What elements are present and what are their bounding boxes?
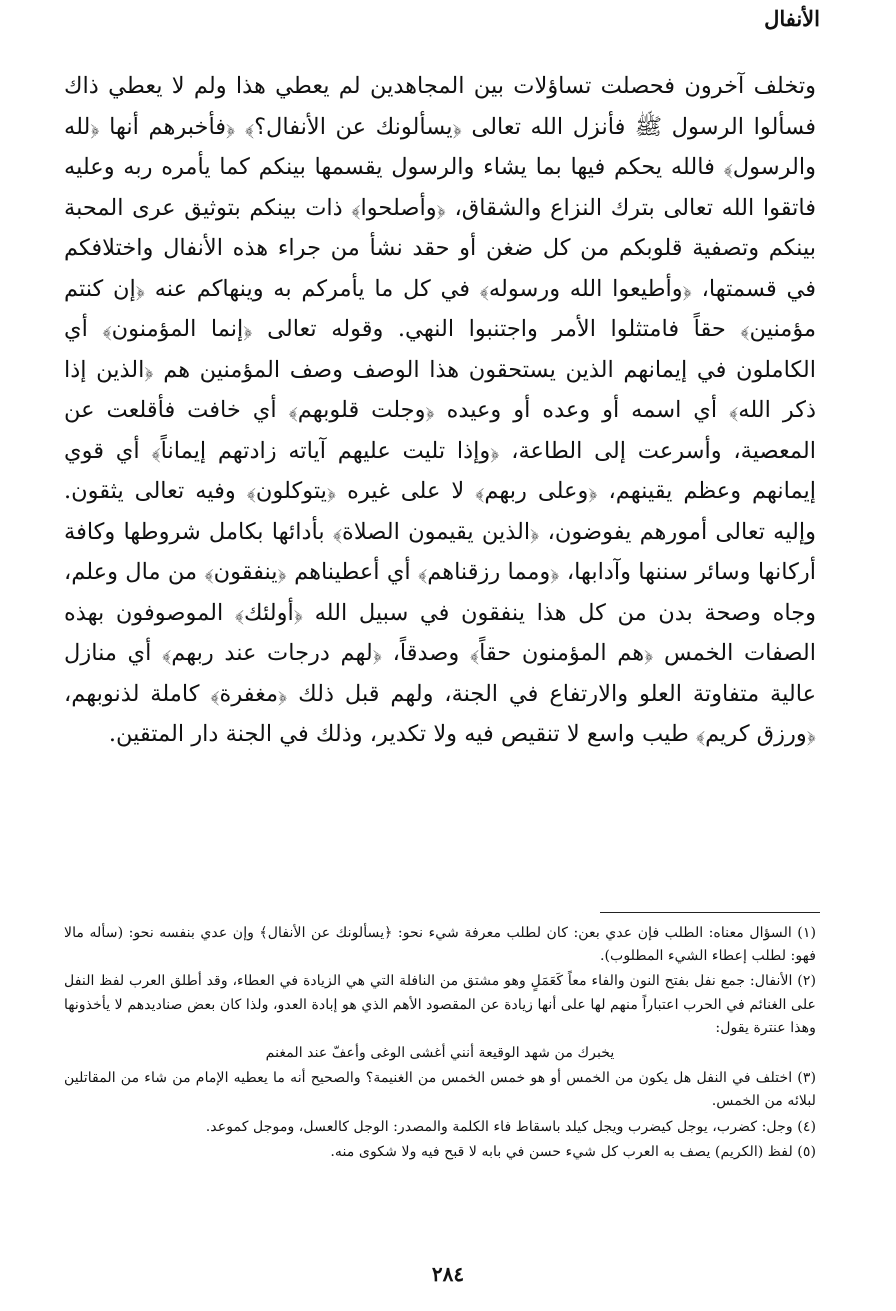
footnote-1: (١) السؤال معناه: الطلب فإن عدي بعن: كان لطلب معرفة شيء نحو: ﴿يسألونك عن الأنفال﴾ وإن عدي بنفسه نحو: (سأله مالا فهو: لطلب إعطاء الشيء المطلوب).: [64, 925, 816, 965]
footnote-3: (٣) اختلف في النفل هل يكون من الخمس أو هو خمس الخمس من الغنيمة؟ والصحيح أنه ما يعطيه الإمام من شاء من المقاتلين لبلائه من الخمس.: [64, 1070, 816, 1110]
paragraph: وتخلف آخرون فحصلت تساؤلات بين المجاهدين لم يعطي هذا ولم لا يعطي ذاك فسألوا الرسول ﷺ فأنزل الله تعالى ﴿يسألونك عن الأنفال؟﴾ ﴿فأخبرهم أنها ﴿لله والرسول﴾ فالله يحكم فيها بما يشاء والرسول يقسمها بينكم كما يأمره ربه وعليه فاتقوا الله تعالى بترك النزاع والشقاق، ﴿وأصلحوا﴾ ذات بينكم بتوثيق عرى المحبة بينكم وتصفية قلوبكم من كل ضغن أو حقد نشأ من جراء هذه الأنفال واختلافكم في قسمتها، ﴿وأطيعوا الله ورسوله﴾ في كل ما يأمركم به وينهاكم عنه ﴿إن كنتم مؤمنين﴾ حقاً فامتثلوا الأمر واجتنبوا النهي. وقوله تعالى ﴿إنما المؤمنون﴾ أي الكاملون في إيمانهم الذين يستحقون هذا الوصف وصف المؤمنين هم ﴿الذين إذا ذكر الله﴾ أي اسمه أو وعده أو وعيده ﴿وجلت قلوبهم﴾ أي خافت فأقلعت عن المعصية، وأسرعت إلى الطاعة، ﴿وإذا تليت عليهم آياته زادتهم إيماناً﴾ أي قوي إيمانهم وعظم يقينهم، ﴿وعلى ربهم﴾ لا على غيره ﴿يتوكلون﴾ وفيه تعالى يثقون. وإليه تعالى أمورهم يفوضون، ﴿الذين يقيمون الصلاة﴾ بأدائها بكامل شروطها وكافة أركانها وسائر سننها وآدابها، ﴿ومما رزقناهم﴾ أي أعطيناهم ﴿ينفقون﴾ من مال وعلم، وجاه وصحة بدن من كل هذا ينفقون في سبيل الله ﴿أولئك﴾ الموصوفون بهذه الصفات الخمس ﴿هم المؤمنون حقاً﴾ وصدقاً، ﴿لهم درجات عند ربهم﴾ أي منازل عالية متفاوتة العلو والارتفاع في الجنة، ولهم قبل ذلك ﴿مغفرة﴾ كاملة لذنوبهم، ﴿ورزق كريم﴾ طيب واسع لا تنقيص فيه ولا تكدير، وذلك في الجنة دار المتقين.: [64, 73, 816, 747]
footnote-4: (٤) وجل: كضرب، يوجل كيضرب ويجل كيلد باسقاط فاء الكلمة والمصدر: الوجل كالعسل، وموجل كموعد.: [205, 1118, 816, 1135]
footnote-2: (٢) الأنفال: جمع نفل بفتح النون والفاء معاً كَعَمَلٍ وهو مشتق من النافلة التي هي الزيادة في العطاء، وقد أطلق العرب لفظ النفل على الغنائم في الحرب اعتباراً منهم لها على أنها زيادة عن المقصود الأهم الذي هو إبادة العدو، ولذا كان بعض صناديدهم لا يأخذونها وهذا عنترة يقول:: [64, 973, 816, 1036]
footnote-2-poetry-verse: يخبرك من شهد الوقيعة أنني أغشى الوغى وأعفّ عند المغنم: [265, 1045, 615, 1062]
main-text: [64, 66, 816, 755]
running-header: الأنفال: [764, 6, 820, 31]
footnote-divider: [600, 912, 820, 913]
footnote-5: (٥) لفظ (الكريم) يصف به العرب كل شيء حسن في بابه لا قبح فيه ولا شكوى منه.: [330, 1143, 816, 1160]
footnotes: [64, 922, 816, 1166]
page-number: ٢٨٤: [431, 1262, 465, 1286]
